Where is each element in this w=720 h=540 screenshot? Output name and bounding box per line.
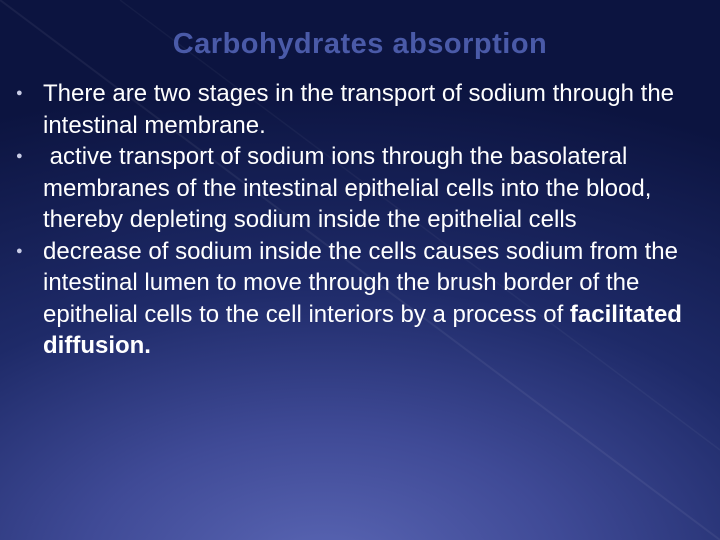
bullet-text: active transport of sodium ions through the basolateral membranes of the intestinal epithelial cells into the blood, thereby depleting sodium inside the epithelial cells [43,143,659,233]
bullet-bold-term: facilitated diffusion. [43,300,682,359]
bullet-item [16,78,706,141]
bullet-dot-icon: ● [16,150,23,162]
bullet-list [16,78,706,362]
bullet-text: decrease of sodium inside the cells causes sodium from the intestinal lumen to move through the brush border of the epithelial cells to the cell interiors by a process of [43,237,678,328]
bullet-dot-icon: ● [16,87,23,99]
bullet-item [16,236,706,362]
bullet-item [16,141,706,236]
slide-title: Carbohydrates absorption [172,28,548,60]
bullet-text: There are two stages in the transport of sodium through the intestinal membrane. [43,80,675,139]
bullet-dot-icon: ● [16,244,23,257]
